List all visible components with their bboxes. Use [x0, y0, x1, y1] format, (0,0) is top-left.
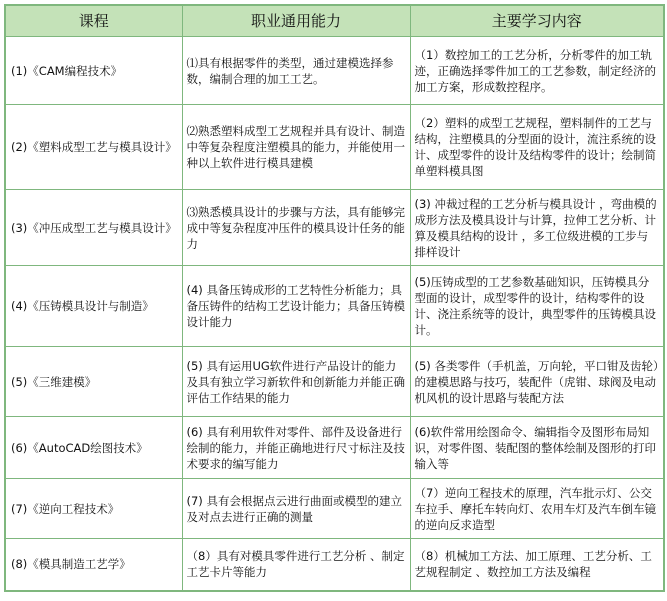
header-ability: 职业通用能力	[182, 5, 410, 37]
content-cell: （7）逆向工程技术的原理，汽车批示灯、公交车拉手、摩托车转向灯、农用车灯及汽车倒车镜的逆向反求造型	[410, 479, 664, 539]
table-row	[5, 37, 664, 105]
ability-cell: ⑶熟悉模具设计的步骤与方法，具有能够完成中等复杂程度冲压件的模具设计任务的能力	[182, 190, 410, 266]
course-cell: (3)《冲压成型工艺与模具设计》	[5, 190, 182, 266]
ability-cell: (5) 具有运用UG软件进行产品设计的能力及具有独立学习新软件和创新能力并能正确评估工作结果的能力	[182, 347, 410, 417]
content-cell: （2）塑料的成型工艺规程，塑料制件的工艺与结构，注塑模具的分型面的设计，流注系统的设计、成型零件的设计及结构零件的设计；绘制简单塑料模具图	[410, 105, 664, 190]
ability-cell: (7) 具有会根据点云进行曲面或模型的建立及对点去进行正确的测量	[182, 479, 410, 539]
course-cell: (6)《AutoCAD绘图技术》	[5, 417, 182, 479]
content-cell: （1）数控加工的工艺分析，分析零件的加工轨迹，正确选择零件加工的工艺参数，制定经济的加工方案，形成数控程序。	[410, 37, 664, 105]
ability-cell: (4) 具备压铸成形的工艺特性分析能力；具备压铸件的结构工艺设计能力；具备压铸模设计能力	[182, 266, 410, 347]
ability-cell: （8）具有对模具零件进行工艺分析 、制定工艺卡片等能力	[182, 539, 410, 591]
course-ability-table	[4, 4, 665, 592]
course-cell: (2)《塑料成型工艺与模具设计》	[5, 105, 182, 190]
course-cell: (8)《模具制造工艺学》	[5, 539, 182, 591]
table-row	[5, 539, 664, 591]
ability-cell: (6) 具有利用软件对零件、部件及设备进行绘制的能力，并能正确地进行尺寸标注及技术要求的编写能力	[182, 417, 410, 479]
table-row	[5, 190, 664, 266]
ability-cell: ⑵熟悉塑料成型工艺规程并具有设计、制造中等复杂程度注塑模具的能力，并能使用一种以上软件进行模具建模	[182, 105, 410, 190]
ability-cell: ⑴具有根据零件的类型，通过建模选择参数，编制合理的加工工艺。	[182, 37, 410, 105]
course-cell: (5)《三维建模》	[5, 347, 182, 417]
course-cell: (4)《压铸模具设计与制造》	[5, 266, 182, 347]
table-row	[5, 266, 664, 347]
header-content: 主要学习内容	[410, 5, 664, 37]
content-cell: (5)压铸成型的工艺参数基础知识，压铸模具分型面的设计，成型零件的设计，结构零件的设计、浇注系统等的设计，典型零件的压铸模具设计。	[410, 266, 664, 347]
table-header-row	[5, 5, 664, 37]
course-table-container	[4, 4, 663, 597]
content-cell: (5) 各类零件（手机盖，万向轮，平口钳及齿轮）的建模思路与技巧，装配件（虎钳、球阀及电动机风机的设计思路与装配方法	[410, 347, 664, 417]
table-row	[5, 347, 664, 417]
table-row	[5, 417, 664, 479]
content-cell: (6)软件常用绘图命令、编辑指令及图形布局知识，对零件图、装配图的整体绘制及图形的打印输入等	[410, 417, 664, 479]
table-row	[5, 479, 664, 539]
table-row	[5, 105, 664, 190]
content-cell: (3) 冲裁过程的工艺分析与模具设计 ，弯曲模的成形方法及模具设计与计算，拉伸工艺分析、计算及模具结构的设计 ，多工位级进模的工步与排样设计	[410, 190, 664, 266]
header-course: 课程	[5, 5, 182, 37]
content-cell: （8）机械加工方法、加工原理、工艺分析、工艺规程制定 、数控加工方法及编程	[410, 539, 664, 591]
course-cell: (1)《CAM编程技术》	[5, 37, 182, 105]
course-cell: (7)《逆向工程技术》	[5, 479, 182, 539]
